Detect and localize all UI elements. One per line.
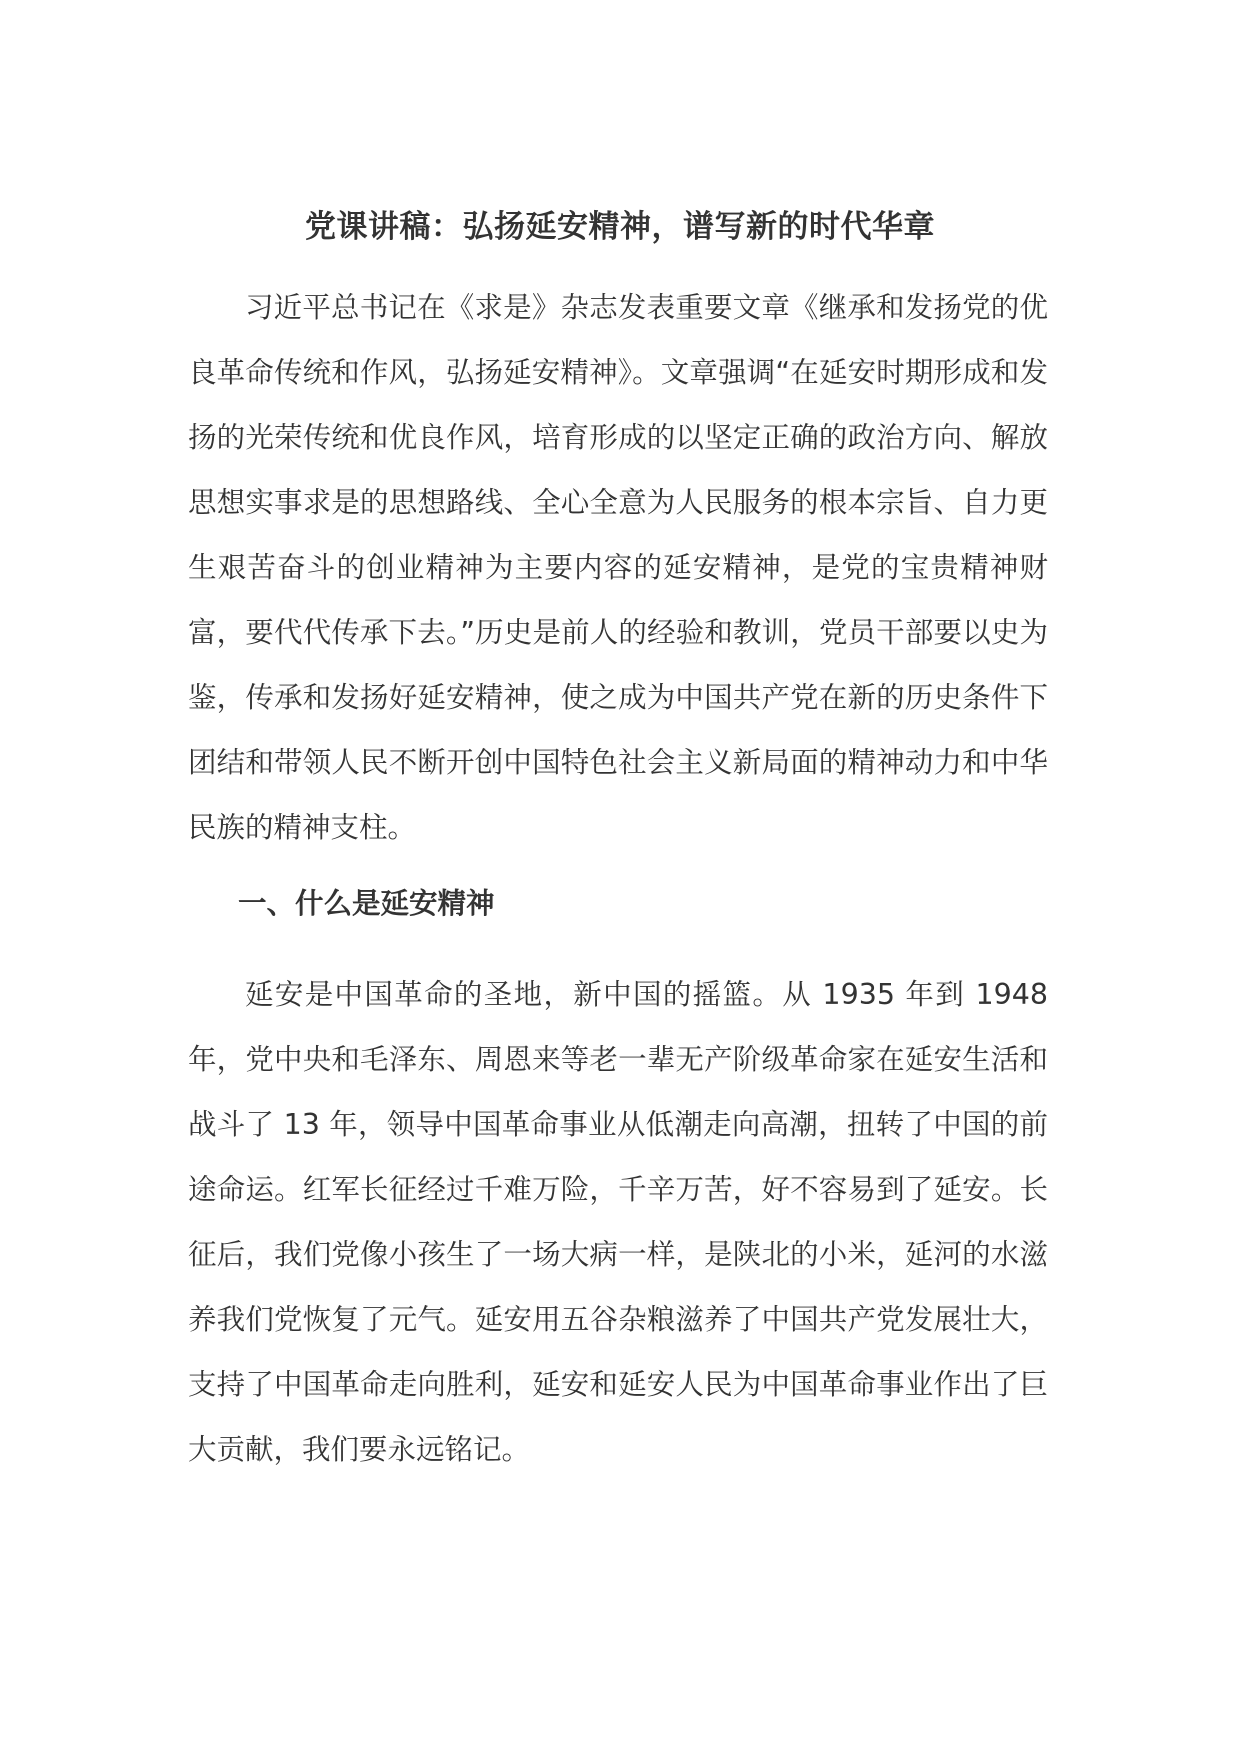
section-heading: 一、什么是延安精神 [238, 887, 495, 920]
intro-paragraph: 习近平总书记在《求是》杂志发表重要文章《继承和发扬党的优良革命传统和作风，弘扬延安精神》。文章强调“在延安时期形成和发扬的光荣传统和优良作风，培育形成的以坚定正确的政治方向、解放思想实事求是的思想路线、全心全意为人民服务的根本宗旨、自力更生艰苦奋斗的创业精神为主要内容的延安精神，是党的宝贵精神财富，要代代传承下去。”历史是前人的经验和教训，党员干部要以史为鉴，传承和发扬好延安精神，使之成为中国共产党在新的历史条件下团结和带领人民不断开创中国特色社会主义新局面的精神动力和中华民族的精神支柱。 [188, 291, 1048, 844]
section-paragraph: 延安是中国革命的圣地，新中国的摇篮。从 1935 年到 1948 年，党中央和毛泽东、周恩来等老一辈无产阶级革命家在延安生活和战斗了 13 年，领导中国革命事业从低潮走向高潮，扭转了中国的前途命运。红军长征经过千难万险，千辛万苦，好不容易到了延安。长征后，我们党像小孩生了一场大病一样，是陕北的小米，延河的水滋养我们党恢复了元气。延安用五谷杂粮滋养了中国共产党发展壮大，支持了中国革命走向胜利，延安和延安人民为中国革命事业作出了巨大贡献，我们要永远铭记。 [188, 978, 1048, 1466]
document-title: 党课讲稿：弘扬延安精神，谱写新的时代华章 [305, 209, 935, 245]
